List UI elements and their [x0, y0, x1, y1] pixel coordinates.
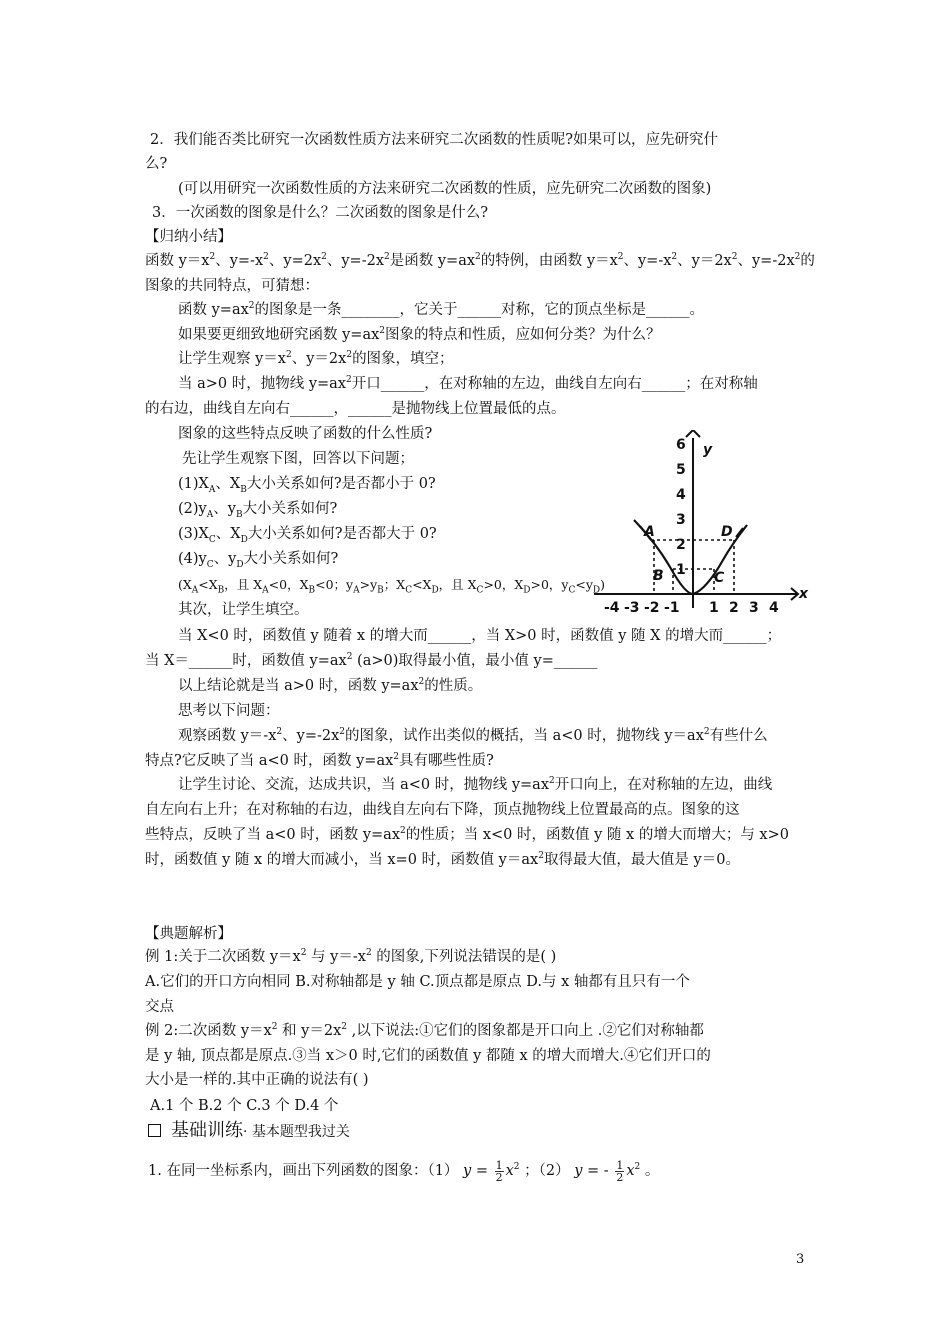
y-axis-label: y	[703, 442, 713, 458]
y-tick-label: 3	[676, 512, 686, 528]
y-axis-arrow	[686, 430, 700, 437]
point-d-label: D	[721, 524, 733, 540]
question-3: $(3)X_C$、$X_D$大小关系如何?是否都大于 0?	[178, 526, 437, 545]
example-2: 例 2:二次函数 $y=x^2$ 和 $y=2x^2$ ,以下说法:①它们的图象都是开口向上 .②它们对称轴都	[145, 1022, 704, 1039]
question-4: $(4)y_C$、$y_D$大小关系如何?	[178, 551, 339, 570]
discuss-line2: 自左向右上升；在对称轴的右边，曲线自左向右下降，顶点抛物线上位置最高的点。图象的这	[145, 802, 740, 818]
x-tick-label: -1	[664, 600, 680, 615]
point-b-label: B	[653, 568, 664, 584]
next-step: 其次，让学生填空。	[178, 602, 309, 618]
summary-p2: 函数 $y=ax^2$的图象是一条________，它关于______对称，它的顶点坐标是______。	[178, 301, 705, 318]
conclusion: 以上结论就是当 a>0 时，函数 $y=ax^2$的性质。	[178, 677, 483, 694]
answer-line: ($X_A<X_B$，且 $X_A<0$，$X_B<0$；$y_A>y_B$；$X_C<X_D$，且 $X_C>0$，$X_D>0$，$y_C<y_D$)	[178, 577, 606, 596]
examples-heading: 【典题解析】	[145, 926, 232, 942]
page-number: 3	[796, 1252, 805, 1267]
x-tick-label: 1	[709, 600, 719, 615]
summary-p7: 先让学生观察下图，回答以下问题；	[182, 451, 414, 467]
think-heading: 思考以下问题：	[178, 703, 280, 719]
q3: 3．一次函数的图象是什么？二次函数的图象是什么?	[152, 205, 488, 221]
observe-line1: 观察函数 $y=-x^2$、$y=-2x^2$的图象，试作出类似的概括，当 a<0 时，抛物线 $y=ax^2$有些什么	[178, 727, 768, 744]
training-heading: 基础训练· 基本题型我过关	[148, 1122, 350, 1141]
q2-answer: (可以用研究一次函数性质的方法来研究二次函数的性质，应先研究二次函数的图象)	[178, 181, 712, 197]
x-tick-label: -2	[644, 600, 660, 615]
example-2-line3: 大小是一样的.其中正确的说法有( )	[145, 1072, 369, 1088]
x-tick-label: -4	[604, 600, 620, 615]
y-tick-label: 2	[676, 537, 686, 553]
summary-p4: 让学生观察 $y=x^2$、$y=2x^2$的图象，填空；	[178, 350, 454, 367]
x-axis-label: x	[799, 586, 809, 602]
x-tick-label: 3	[749, 600, 759, 615]
summary-p6: 图象的这些特点反映了函数的什么性质?	[178, 426, 433, 442]
fill-line-2: 当 X＝______时，函数值 $y=ax^2$ (a>0)取得最小值，最小值 y=______	[145, 652, 598, 669]
fraction-half-1: $\frac{1}{2}$	[495, 1158, 503, 1184]
point-c-label: C	[714, 570, 725, 586]
question-2: $(2)y_A$、$y_B$大小关系如何?	[178, 501, 338, 520]
summary-p1-line1: 函数 $y=x^2$、$y=-x^2$、$y=2x^2$、$y=-2x^2$是函数 $y=ax^2$的特例，由函数 $y=x^2$、$y=-x^2$、$y=2x^2$、$y=-2x^2$的	[145, 252, 815, 269]
summary-p5-line1: 当 a>0 时，抛物线 $y=ax^2$开口______，在对称轴的左边，曲线自左向右______；在对称轴	[178, 375, 758, 392]
q2-line2: 么?	[145, 156, 168, 172]
x-tick-label: 4	[769, 600, 779, 615]
example-2-options: A.1 个 B.2 个 C.3 个 D.4 个	[150, 1098, 339, 1114]
x-tick-label: 2	[729, 600, 739, 615]
y-tick-label: 1	[676, 562, 686, 578]
discuss-line1: 让学生讨论、交流，达成共识，当 a<0 时，抛物线 $y=ax^2$开口向上，在对称轴的左边，曲线	[178, 776, 773, 793]
discuss-line3: 些特点，反映了当 a<0 时，函数 $y=ax^2$的性质；当 x<0 时，函数值 y 随 x 的增大而增大；与 x>0	[145, 826, 789, 843]
parabola-graph	[590, 430, 815, 615]
example-1-options-2: 交点	[145, 999, 174, 1015]
checkbox-square-icon	[148, 1124, 161, 1137]
fraction-half-2: $\frac{1}{2}$	[616, 1158, 624, 1184]
point-a-label: A	[644, 524, 655, 540]
discuss-line4: 时，函数值 y 随 x 的增大而减小，当 x=0 时，函数值 $y=ax^2$取得最大值，最大值是 y＝0。	[145, 851, 740, 868]
example-1-options: A.它们的开口方向相同 B.对称轴都是 y 轴 C.顶点都是原点 D.与 x 轴都有且只有一个	[145, 974, 690, 990]
y-tick-label: 5	[676, 462, 686, 478]
fill-line-1: 当 X<0 时，函数值 y 随着 x 的增大而______，当 X>0 时，函数值 y 随 X 的增大而______；	[178, 628, 782, 644]
summary-p5-line2: 的右边，曲线自左向右______，______是抛物线上位置最低的点。	[145, 401, 566, 417]
question-1: $(1)X_A$、$X_B$大小关系如何?是否都小于 0?	[178, 476, 436, 495]
y-tick-label: 4	[676, 487, 686, 503]
summary-p1-line2: 图象的共同特点，可猜想：	[145, 278, 319, 294]
training-q1: 1. 在同一坐标系内，画出下列函数的图象：（1） y = $\frac{1}{2}$ $x^2$ ；（2） y = - $\frac{1}{2}$ $x^2$ 。	[148, 1158, 660, 1184]
q2-line1: 2．我们能否类比研究一次函数性质方法来研究二次函数的性质呢?如果可以，应先研究什	[150, 132, 718, 148]
summary-p3: 如果要更细致地研究函数 $y=ax^2$图象的特点和性质，应如何分类？为什么？	[178, 326, 661, 343]
y-tick-label: 6	[676, 437, 686, 453]
observe-line2: 特点?它反映了当 a<0 时，函数 $y=ax^2$具有哪些性质?	[145, 752, 494, 769]
x-tick-label: -3	[624, 600, 640, 615]
summary-heading: 【归纳小结】	[145, 229, 232, 245]
example-1: 例 1:关于二次函数 $y=x^2$ 与 $y=-x^2$ 的图象,下列说法错误的是( )	[145, 948, 557, 965]
example-2-line2: 是 y 轴, 顶点都是原点.③当 x＞0 时,它们的函数值 y 都随 x 的增大而增大.④它们开口的	[145, 1048, 711, 1064]
